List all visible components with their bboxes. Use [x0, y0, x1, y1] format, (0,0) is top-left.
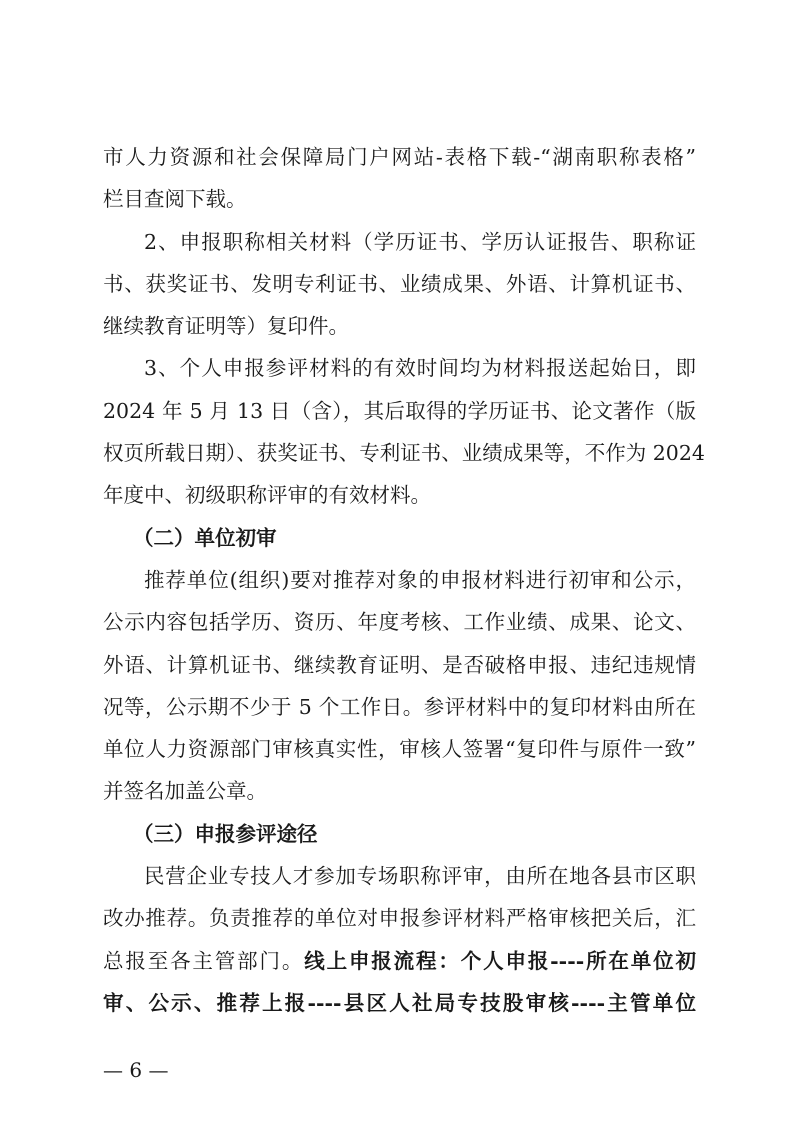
text-line — [103, 940, 696, 982]
text-line: 推荐单位(组织)要对推荐对象的申报材料进行初审和公示， — [144, 567, 696, 592]
text-line: 书、获奖证书、发明专利证书、业绩成果、外语、计算机证书、 — [103, 271, 696, 296]
text-line: 继续教育证明等）复印件。 — [103, 314, 349, 339]
text-segment: 总报至各主管部门。 — [103, 948, 305, 973]
text-line: 市人力资源和社会保障局门户网站-表格下载-“湖南职称表格” — [103, 145, 696, 169]
text-line: 外语、计算机证书、继续教育证明、是否破格申报、违纪违规情 — [103, 652, 696, 677]
text-line: 况等，公示期不少于 5 个工作日。参评材料中的复印材料由所在 — [103, 694, 696, 719]
document-body — [103, 136, 705, 1024]
text-line: 改办推荐。负责推荐的单位对申报参评材料严格审核把关后，汇 — [103, 906, 696, 931]
text-line: 公示内容包括学历、资历、年度考核、工作业绩、成果、论文、 — [103, 610, 696, 635]
text-line: 2、申报职称相关材料（学历证书、学历认证报告、职称证 — [144, 229, 696, 254]
text-line: 民营企业专技人才参加专场职称评审，由所在地各县市区职 — [144, 864, 696, 889]
page-number: — 6 — — [103, 1058, 169, 1082]
section-heading: （三）申报参评途径 — [133, 821, 318, 846]
text-line: 2024 年 5 月 13 日（含），其后取得的学历证书、论文著作（版 — [103, 398, 696, 423]
bold-text-segment: 审、公示、推荐上报----县区人社局专技股审核----主管单位 — [103, 990, 696, 1015]
text-line — [103, 982, 696, 1024]
text-line: 单位人力资源部门审核真实性，审核人签署“复印件与原件一致” — [103, 737, 696, 762]
section-heading: （二）单位初审 — [133, 525, 277, 550]
text-line: 并签名加盖公章。 — [103, 779, 267, 804]
text-line: 3、个人申报参评材料的有效时间均为材料报送起始日，即 — [144, 356, 696, 381]
text-line: 栏目查阅下载。 — [103, 187, 247, 212]
bold-text-segment: 线上申报流程：个人申报----所在单位初 — [304, 948, 696, 973]
text-line: 权页所载日期）、获奖证书、专利证书、业绩成果等，不作为 2024 — [103, 441, 705, 466]
text-line: 年度中、初级职称评审的有效材料。 — [103, 483, 431, 508]
